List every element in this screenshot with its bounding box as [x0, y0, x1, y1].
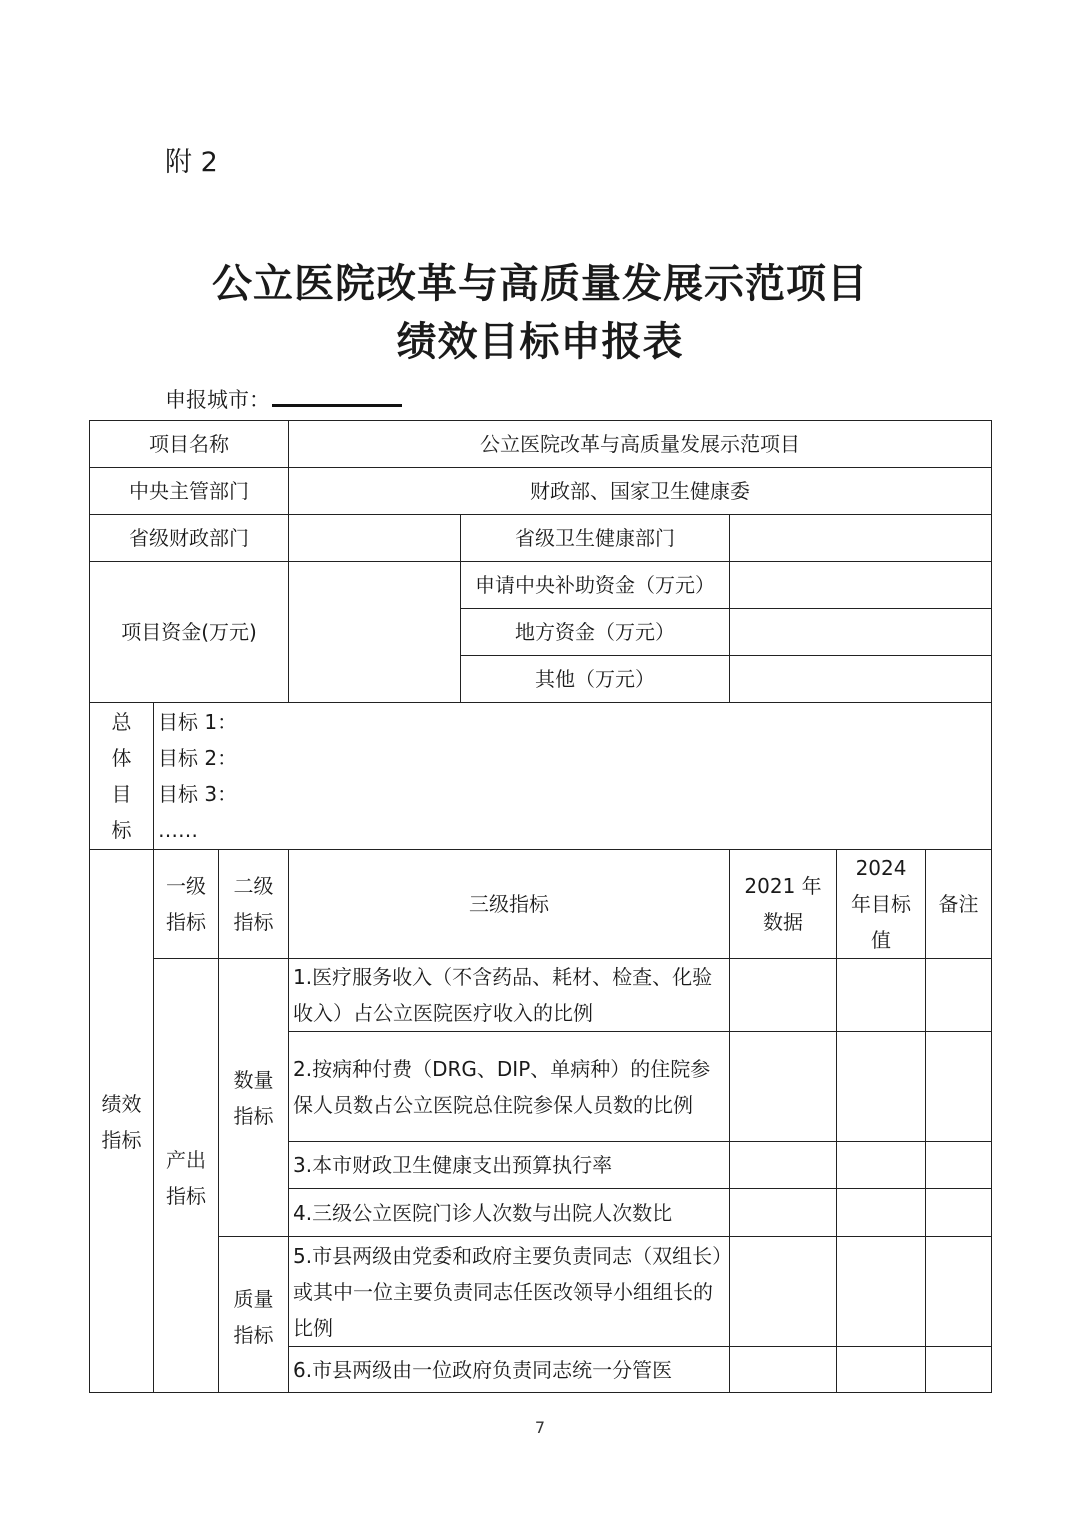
cell-2024-1[interactable] — [837, 959, 926, 1032]
cell-2021-1[interactable] — [730, 959, 837, 1032]
funds-other-label: 其他（万元） — [461, 656, 730, 703]
cell-2024-2[interactable] — [837, 1032, 926, 1142]
cell-note-4[interactable] — [926, 1189, 992, 1237]
funds-label: 项目资金(万元) — [90, 562, 289, 703]
central-dept-value: 财政部、国家卫生健康委 — [289, 468, 992, 515]
performance-indicator-label: 绩效 指标 — [90, 850, 154, 1393]
overall-goals[interactable] — [154, 703, 992, 850]
prov-health-value[interactable] — [730, 515, 992, 562]
cell-note-1[interactable] — [926, 959, 992, 1032]
cell-note-2[interactable] — [926, 1032, 992, 1142]
attachment-label: 附 2 — [165, 147, 218, 178]
cell-2021-4[interactable] — [730, 1189, 837, 1237]
header-note: 备注 — [926, 850, 992, 959]
funds-total-value[interactable] — [289, 562, 461, 703]
funds-central-label: 申请中央补助资金（万元） — [461, 562, 730, 609]
funds-local-value[interactable] — [730, 609, 992, 656]
cell-note-5[interactable] — [926, 1237, 992, 1347]
cell-2021-3[interactable] — [730, 1142, 837, 1189]
indicator-item-2: 2.按病种付费（DRG、DIP、单病种）的住院参保人员数占公立医院总住院参保人员数的比例 — [289, 1032, 730, 1142]
cell-2024-6[interactable] — [837, 1347, 926, 1393]
central-dept-label: 中央主管部门 — [90, 468, 289, 515]
city-input-underline[interactable] — [272, 404, 402, 407]
quantity-indicator-label: 数量 指标 — [219, 959, 289, 1237]
cell-2024-5[interactable] — [837, 1237, 926, 1347]
indicator-item-6: 6.市县两级由一位政府负责同志统一分管医 — [289, 1347, 730, 1393]
document-title-line2: 绩效目标申报表 — [396, 319, 684, 365]
funds-central-value[interactable] — [730, 562, 992, 609]
cell-2024-4[interactable] — [837, 1189, 926, 1237]
goal-char: 标 — [111, 818, 132, 842]
document-title-line1: 公立医院改革与高质量发展示范项目 — [212, 261, 868, 307]
cell-note-6[interactable] — [926, 1347, 992, 1393]
header-2024-target: 2024 年目标 值 — [837, 850, 926, 959]
prov-finance-value[interactable] — [289, 515, 461, 562]
cell-note-3[interactable] — [926, 1142, 992, 1189]
goal-char: 体 — [111, 746, 132, 770]
indicator-item-4: 4.三级公立医院门诊人次数与出院人次数比 — [289, 1189, 730, 1237]
header-level3: 三级指标 — [289, 850, 730, 959]
goal-char: 目 — [111, 782, 132, 806]
cell-2024-3[interactable] — [837, 1142, 926, 1189]
cell-2021-5[interactable] — [730, 1237, 837, 1347]
cell-2021-6[interactable] — [730, 1347, 837, 1393]
goal-item: 目标 2： — [158, 746, 238, 770]
overall-goal-label — [90, 703, 154, 850]
page-number: 7 — [534, 1418, 546, 1437]
cell-2021-2[interactable] — [730, 1032, 837, 1142]
header-2021-data: 2021 年 数据 — [730, 850, 837, 959]
goal-char: 总 — [111, 710, 132, 734]
funds-other-value[interactable] — [730, 656, 992, 703]
indicator-item-1: 1.医疗服务收入（不含药品、耗材、检查、化验收入）占公立医院医疗收入的比例 — [289, 959, 730, 1032]
funds-local-label: 地方资金（万元） — [461, 609, 730, 656]
indicator-item-3: 3.本市财政卫生健康支出预算执行率 — [289, 1142, 730, 1189]
header-level1: 一级 指标 — [154, 850, 219, 959]
performance-target-form — [89, 420, 992, 1393]
prov-finance-label: 省级财政部门 — [90, 515, 289, 562]
prov-health-label: 省级卫生健康部门 — [461, 515, 730, 562]
project-name-value: 公立医院改革与高质量发展示范项目 — [289, 421, 992, 468]
city-label: 申报城市： — [165, 388, 270, 412]
header-level2: 二级 指标 — [219, 850, 289, 959]
quality-indicator-label: 质量 指标 — [219, 1237, 289, 1393]
output-indicator-label: 产出 指标 — [154, 959, 219, 1393]
project-name-label: 项目名称 — [90, 421, 289, 468]
goal-item: …… — [158, 818, 198, 842]
goal-item: 目标 1： — [158, 710, 238, 734]
indicator-item-5: 5.市县两级由党委和政府主要负责同志（双组长）或其中一位主要负责同志任医改领导小组组长的比例 — [289, 1237, 730, 1347]
goal-item: 目标 3： — [158, 782, 238, 806]
